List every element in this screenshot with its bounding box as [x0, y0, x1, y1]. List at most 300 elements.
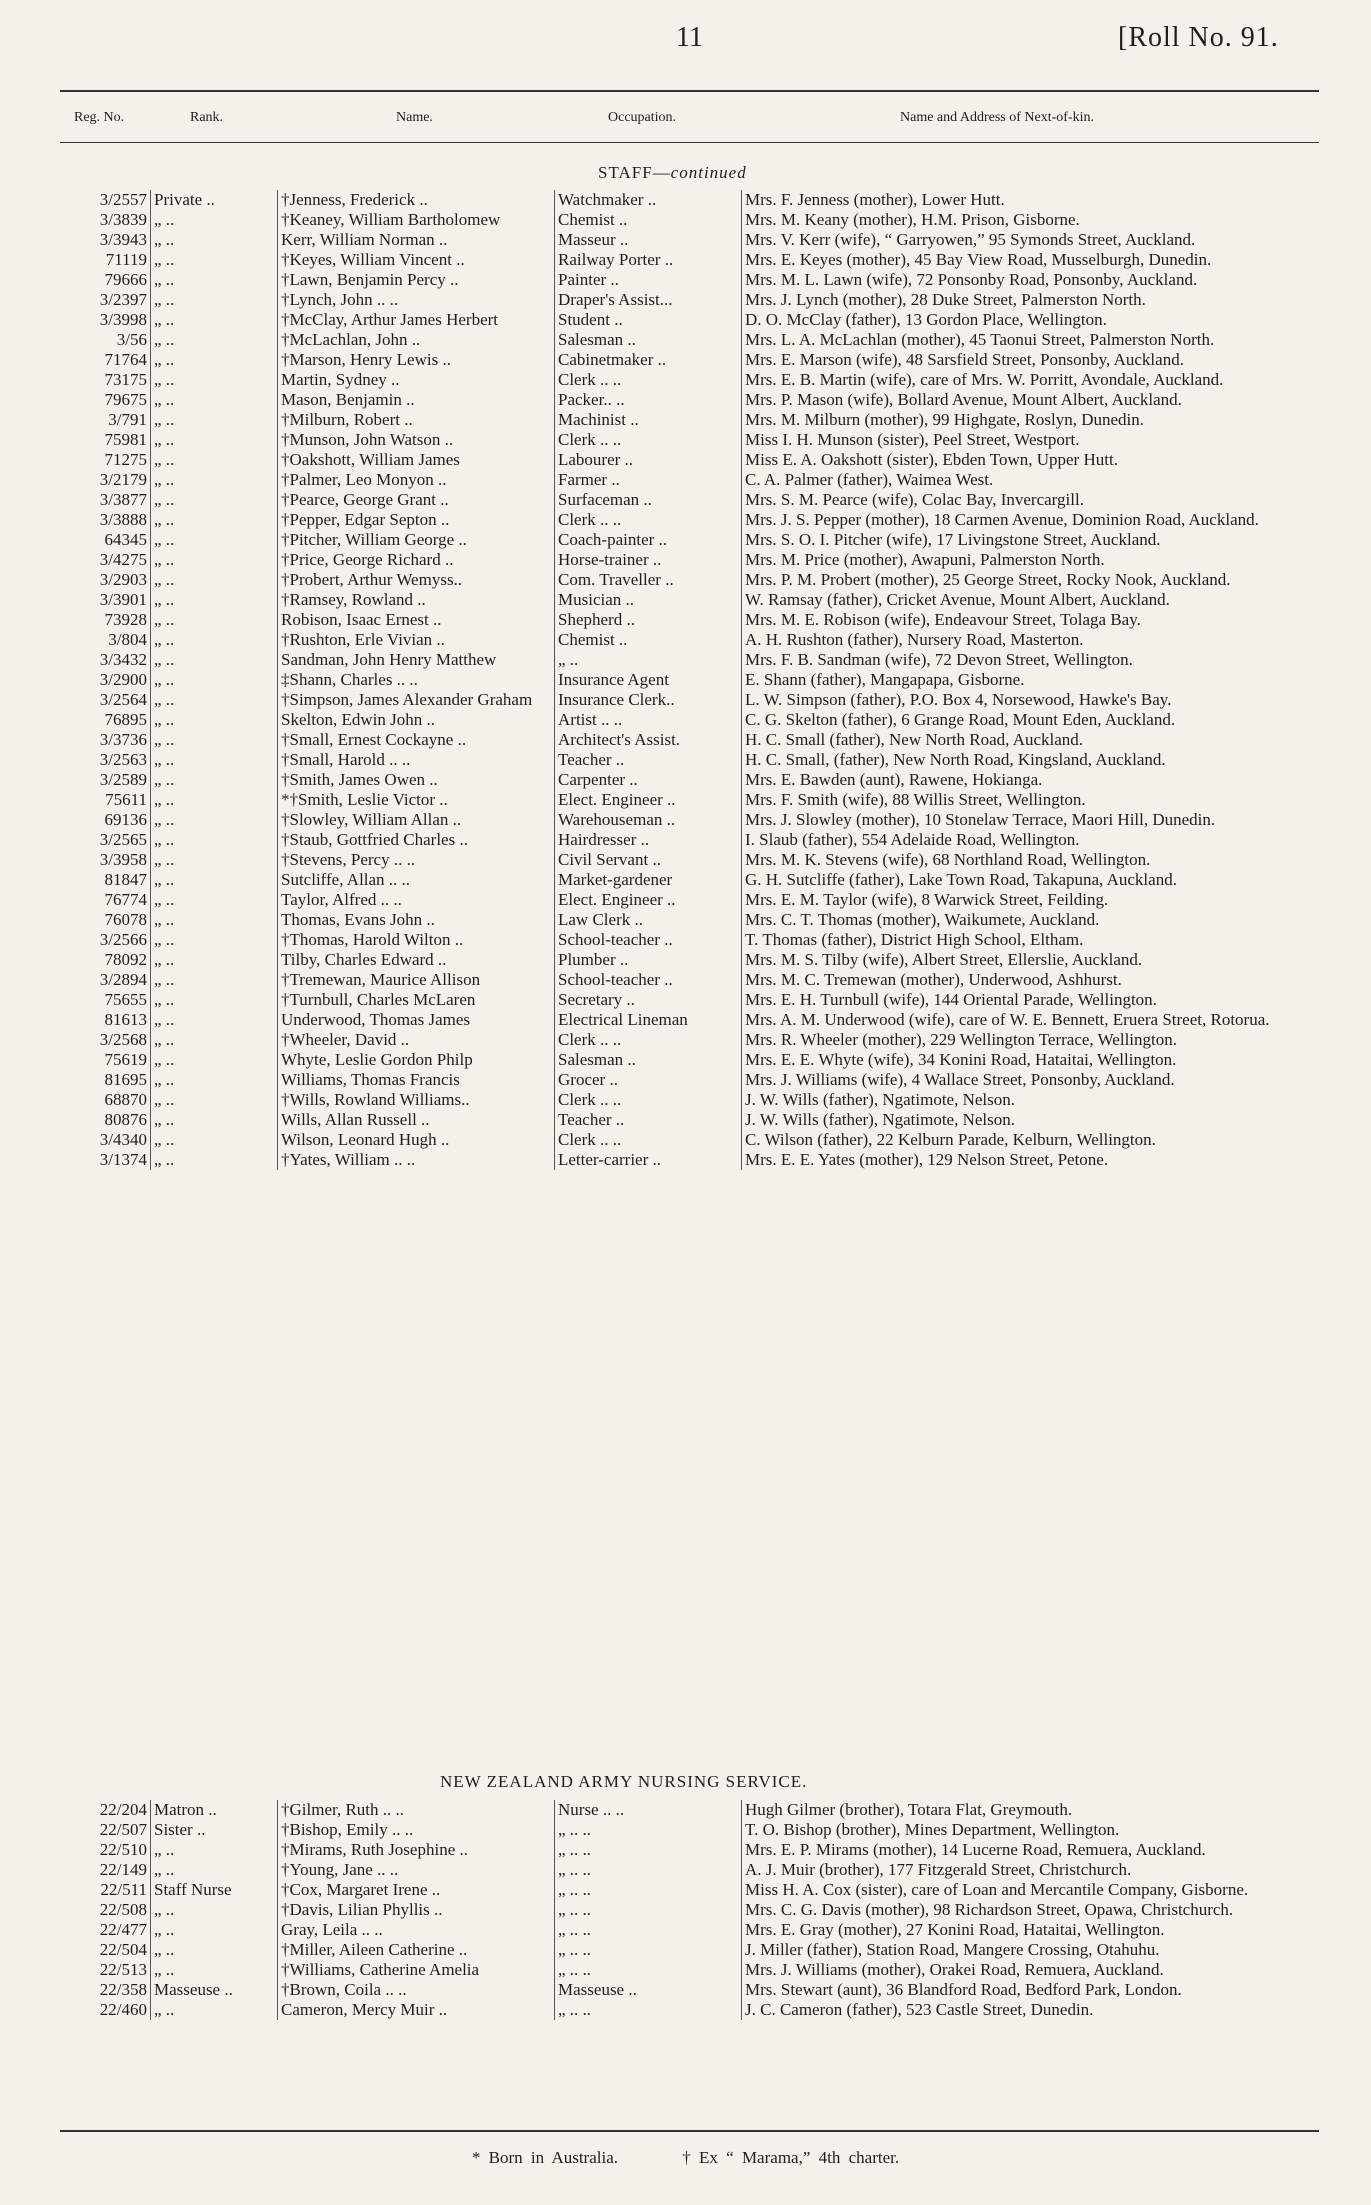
cell-reg-number: 3/2903: [99, 570, 147, 589]
cell-occupation: Salesman ..: [555, 330, 742, 350]
roll-row: [60, 870, 1319, 890]
cell-reg-number: 3/3998: [99, 310, 147, 329]
cell-rank: „ ..: [151, 970, 278, 990]
cell-rank: „ ..: [151, 1010, 278, 1030]
cell-rank: „ ..: [151, 610, 278, 630]
cell-occupation: School-teacher ..: [555, 930, 742, 950]
cell-name: Skelton, Edwin John ..: [278, 710, 555, 730]
cell-next-of-kin: Mrs. P. Mason (wife), Bollard Avenue, Mount Albert, Auckland.: [742, 390, 1320, 410]
roll-row: [60, 430, 1319, 450]
cell-rank: „ ..: [151, 850, 278, 870]
nursing-table: [60, 1800, 1319, 2020]
col-header-kin: Name and Address of Next-of-kin.: [900, 110, 1095, 125]
cell-occupation: „ .. ..: [555, 1880, 742, 1900]
roll-row: [60, 570, 1319, 590]
cell-next-of-kin: H. C. Small (father), New North Road, Auckland.: [742, 730, 1320, 750]
roll-row: [60, 550, 1319, 570]
cell-reg-number: 3/3877: [99, 490, 147, 509]
cell-next-of-kin: Mrs. Stewart (aunt), 36 Blandford Road, Bedford Park, London.: [742, 1980, 1320, 2000]
cell-occupation: Warehouseman ..: [555, 810, 742, 830]
cell-name: †Turnbull, Charles McLaren: [278, 990, 555, 1010]
cell-occupation: Watchmaker ..: [555, 190, 742, 210]
roll-row: [60, 1030, 1319, 1050]
cell-rank: „ ..: [151, 1150, 278, 1170]
roll-row: [60, 2000, 1319, 2020]
roll-row: [60, 510, 1319, 530]
cell-reg-number: 81695: [104, 1070, 147, 1089]
roll-row: [60, 530, 1319, 550]
cell-name: †Cox, Margaret Irene ..: [278, 1880, 555, 1900]
cell-rank: „ ..: [151, 770, 278, 790]
roll-row: [60, 1960, 1319, 1980]
cell-name: †Mirams, Ruth Josephine ..: [278, 1840, 555, 1860]
cell-reg-number: 73928: [104, 610, 147, 629]
cell-occupation: Market-gardener: [555, 870, 742, 890]
cell-rank: „ ..: [151, 470, 278, 490]
cell-next-of-kin: Mrs. M. Keany (mother), H.M. Prison, Gisborne.: [742, 210, 1320, 230]
cell-next-of-kin: Mrs. A. M. Underwood (wife), care of W. E. Bennett, Eruera Street, Rotorua.: [742, 1010, 1320, 1030]
cell-reg-number: 22/149: [99, 1860, 147, 1879]
cell-rank: „ ..: [151, 570, 278, 590]
cell-rank: „ ..: [151, 870, 278, 890]
cell-name: Cameron, Mercy Muir ..: [278, 2000, 555, 2020]
cell-next-of-kin: G. H. Sutcliffe (father), Lake Town Road, Takapuna, Auckland.: [742, 870, 1320, 890]
cell-name: Sutcliffe, Allan .. ..: [278, 870, 555, 890]
cell-next-of-kin: D. O. McClay (father), 13 Gordon Place, Wellington.: [742, 310, 1320, 330]
cell-name: †Wheeler, David ..: [278, 1030, 555, 1050]
roll-row: [60, 990, 1319, 1010]
cell-reg-number: 75655: [104, 990, 147, 1009]
cell-reg-number: 3/3901: [99, 590, 147, 609]
cell-occupation: Labourer ..: [555, 450, 742, 470]
cell-rank: „ ..: [151, 430, 278, 450]
cell-name: †Small, Ernest Cockayne ..: [278, 730, 555, 750]
cell-name: †Small, Harold .. ..: [278, 750, 555, 770]
cell-next-of-kin: L. W. Simpson (father), P.O. Box 4, Norsewood, Hawke's Bay.: [742, 690, 1320, 710]
roll-row: [60, 290, 1319, 310]
cell-occupation: Nurse .. ..: [555, 1800, 742, 1820]
cell-name: †Brown, Coila .. ..: [278, 1980, 555, 2000]
cell-occupation: „ .. ..: [555, 2000, 742, 2020]
cell-rank: „ ..: [151, 330, 278, 350]
roll-row: [60, 750, 1319, 770]
roll-row: [60, 1130, 1319, 1150]
cell-name: †Smith, James Owen ..: [278, 770, 555, 790]
cell-reg-number: 3/2894: [99, 970, 147, 989]
cell-reg-number: 75611: [105, 790, 147, 809]
cell-rank: „ ..: [151, 310, 278, 330]
roll-row: [60, 1800, 1319, 1820]
cell-name: †Young, Jane .. ..: [278, 1860, 555, 1880]
roll-row: [60, 710, 1319, 730]
cell-next-of-kin: Mrs. F. Jenness (mother), Lower Hutt.: [742, 190, 1320, 210]
cell-rank: „ ..: [151, 410, 278, 430]
cell-reg-number: 3/1374: [99, 1150, 147, 1169]
cell-reg-number: 76895: [104, 710, 147, 729]
cell-occupation: Student ..: [555, 310, 742, 330]
cell-occupation: Packer.. ..: [555, 390, 742, 410]
cell-reg-number: 22/460: [99, 2000, 147, 2019]
col-header-occupation: Occupation.: [608, 110, 677, 125]
footnote-ex-marama: † Ex “ Marama,” 4th charter.: [682, 2148, 900, 2167]
cell-reg-number: 76774: [104, 890, 147, 909]
roll-row: [60, 770, 1319, 790]
cell-next-of-kin: Hugh Gilmer (brother), Totara Flat, Greymouth.: [742, 1800, 1320, 1820]
cell-next-of-kin: E. Shann (father), Mangapapa, Gisborne.: [742, 670, 1320, 690]
cell-rank: Masseuse ..: [151, 1980, 278, 2000]
cell-reg-number: 22/358: [99, 1980, 147, 1999]
cell-reg-number: 3/2397: [99, 290, 147, 309]
roll-row: [60, 310, 1319, 330]
cell-next-of-kin: C. Wilson (father), 22 Kelburn Parade, Kelburn, Wellington.: [742, 1130, 1320, 1150]
cell-reg-number: 3/56: [116, 330, 147, 349]
cell-occupation: „ .. ..: [555, 1860, 742, 1880]
cell-next-of-kin: Mrs. M. Price (mother), Awapuni, Palmerston North.: [742, 550, 1320, 570]
cell-reg-number: 64345: [104, 530, 147, 549]
roll-row: [60, 1050, 1319, 1070]
staff-section-title: STAFF—continued: [598, 163, 747, 182]
cell-next-of-kin: Mrs. M. S. Tilby (wife), Albert Street, Ellerslie, Auckland.: [742, 950, 1320, 970]
cell-occupation: „ .. ..: [555, 1840, 742, 1860]
cell-name: †Oakshott, William James: [278, 450, 555, 470]
cell-reg-number: 3/2563: [99, 750, 147, 769]
cell-rank: „ ..: [151, 350, 278, 370]
cell-occupation: „ ..: [555, 650, 742, 670]
roll-row: [60, 1860, 1319, 1880]
cell-name: †Rushton, Erle Vivian ..: [278, 630, 555, 650]
roll-row: [60, 250, 1319, 270]
cell-name: Kerr, William Norman ..: [278, 230, 555, 250]
cell-next-of-kin: Mrs. V. Kerr (wife), “ Garryowen,” 95 Symonds Street, Auckland.: [742, 230, 1320, 250]
cell-name: †Ramsey, Rowland ..: [278, 590, 555, 610]
roll-row: [60, 1010, 1319, 1030]
cell-rank: „ ..: [151, 950, 278, 970]
cell-reg-number: 3/2564: [99, 690, 147, 709]
cell-reg-number: 75619: [104, 1050, 147, 1069]
cell-reg-number: 3/3736: [99, 730, 147, 749]
col-header-name: Name.: [396, 110, 433, 125]
cell-reg-number: 73175: [104, 370, 147, 389]
cell-rank: „ ..: [151, 1920, 278, 1940]
cell-next-of-kin: C. G. Skelton (father), 6 Grange Road, Mount Eden, Auckland.: [742, 710, 1320, 730]
cell-occupation: Masseur ..: [555, 230, 742, 250]
cell-name: †Simpson, James Alexander Graham: [278, 690, 555, 710]
cell-occupation: Law Clerk ..: [555, 910, 742, 930]
cell-name: Tilby, Charles Edward ..: [278, 950, 555, 970]
cell-reg-number: 22/510: [99, 1840, 147, 1859]
cell-next-of-kin: T. Thomas (father), District High School, Eltham.: [742, 930, 1320, 950]
cell-next-of-kin: T. O. Bishop (brother), Mines Department, Wellington.: [742, 1820, 1320, 1840]
cell-reg-number: 3/3432: [99, 650, 147, 669]
cell-occupation: Clerk .. ..: [555, 1090, 742, 1110]
cell-next-of-kin: Mrs. R. Wheeler (mother), 229 Wellington Terrace, Wellington.: [742, 1030, 1320, 1050]
cell-rank: „ ..: [151, 790, 278, 810]
cell-occupation: Letter-carrier ..: [555, 1150, 742, 1170]
roll-row: [60, 810, 1319, 830]
cell-reg-number: 80876: [104, 1110, 147, 1129]
cell-next-of-kin: Mrs. M. K. Stevens (wife), 68 Northland Road, Wellington.: [742, 850, 1320, 870]
cell-next-of-kin: Mrs. J. Lynch (mother), 28 Duke Street, Palmerston North.: [742, 290, 1320, 310]
cell-occupation: Insurance Clerk..: [555, 690, 742, 710]
cell-name: *†Smith, Leslie Victor ..: [278, 790, 555, 810]
cell-occupation: Plumber ..: [555, 950, 742, 970]
cell-occupation: Surfaceman ..: [555, 490, 742, 510]
cell-name: †Stevens, Percy .. ..: [278, 850, 555, 870]
cell-reg-number: 3/791: [108, 410, 147, 429]
cell-rank: „ ..: [151, 370, 278, 390]
cell-occupation: Cabinetmaker ..: [555, 350, 742, 370]
cell-next-of-kin: Mrs. E. H. Turnbull (wife), 144 Oriental Parade, Wellington.: [742, 990, 1320, 1010]
header-rule-bottom: [60, 142, 1319, 143]
cell-name: Martin, Sydney ..: [278, 370, 555, 390]
cell-occupation: „ .. ..: [555, 1940, 742, 1960]
cell-next-of-kin: Mrs. M. Milburn (mother), 99 Highgate, Roslyn, Dunedin.: [742, 410, 1320, 430]
roll-row: [60, 1980, 1319, 2000]
cell-next-of-kin: Mrs. E. P. Mirams (mother), 14 Lucerne Road, Remuera, Auckland.: [742, 1840, 1320, 1860]
cell-next-of-kin: Mrs. L. A. McLachlan (mother), 45 Taonui Street, Palmerston North.: [742, 330, 1320, 350]
roll-row: [60, 690, 1319, 710]
cell-occupation: Clerk .. ..: [555, 430, 742, 450]
cell-reg-number: 3/2589: [99, 770, 147, 789]
roll-row: [60, 590, 1319, 610]
cell-name: Mason, Benjamin ..: [278, 390, 555, 410]
cell-rank: „ ..: [151, 550, 278, 570]
cell-name: †Milburn, Robert ..: [278, 410, 555, 430]
cell-name: Wills, Allan Russell ..: [278, 1110, 555, 1130]
cell-name: †Pearce, George Grant ..: [278, 490, 555, 510]
cell-reg-number: 75981: [104, 430, 147, 449]
roll-row: [60, 890, 1319, 910]
cell-next-of-kin: Miss H. A. Cox (sister), care of Loan and Mercantile Company, Gisborne.: [742, 1880, 1320, 1900]
cell-rank: „ ..: [151, 990, 278, 1010]
roll-row: [60, 610, 1319, 630]
cell-rank: „ ..: [151, 450, 278, 470]
cell-name: Thomas, Evans John ..: [278, 910, 555, 930]
cell-occupation: Shepherd ..: [555, 610, 742, 630]
roll-row: [60, 350, 1319, 370]
cell-name: †Thomas, Harold Wilton ..: [278, 930, 555, 950]
cell-name: †McLachlan, John ..: [278, 330, 555, 350]
cell-occupation: Teacher ..: [555, 1110, 742, 1130]
cell-reg-number: 3/3839: [99, 210, 147, 229]
cell-occupation: Clerk .. ..: [555, 1130, 742, 1150]
cell-next-of-kin: Mrs. J. Williams (mother), Orakei Road, Remuera, Auckland.: [742, 1960, 1320, 1980]
roll-row: [60, 970, 1319, 990]
cell-rank: „ ..: [151, 230, 278, 250]
roll-row: [60, 1940, 1319, 1960]
cell-next-of-kin: Mrs. E. B. Martin (wife), care of Mrs. W. Porritt, Avondale, Auckland.: [742, 370, 1320, 390]
roll-row: [60, 1070, 1319, 1090]
cell-rank: „ ..: [151, 1110, 278, 1130]
cell-next-of-kin: Mrs. F. B. Sandman (wife), 72 Devon Street, Wellington.: [742, 650, 1320, 670]
cell-next-of-kin: Mrs. E. Marson (wife), 48 Sarsfield Street, Ponsonby, Auckland.: [742, 350, 1320, 370]
cell-reg-number: 3/2900: [99, 670, 147, 689]
cell-occupation: Chemist ..: [555, 630, 742, 650]
cell-name: Gray, Leila .. ..: [278, 1920, 555, 1940]
cell-reg-number: 22/477: [99, 1920, 147, 1939]
cell-occupation: Hairdresser ..: [555, 830, 742, 850]
cell-reg-number: 3/2179: [99, 470, 147, 489]
cell-occupation: Elect. Engineer ..: [555, 790, 742, 810]
cell-rank: „ ..: [151, 1860, 278, 1880]
roll-row: [60, 410, 1319, 430]
cell-rank: „ ..: [151, 1960, 278, 1980]
cell-rank: „ ..: [151, 670, 278, 690]
cell-occupation: „ .. ..: [555, 1960, 742, 1980]
roll-row: [60, 390, 1319, 410]
cell-rank: „ ..: [151, 270, 278, 290]
roll-row: [60, 230, 1319, 250]
cell-next-of-kin: J. W. Wills (father), Ngatimote, Nelson.: [742, 1090, 1320, 1110]
header-rule-top: [60, 90, 1319, 92]
cell-name: Whyte, Leslie Gordon Philp: [278, 1050, 555, 1070]
cell-next-of-kin: Mrs. M. L. Lawn (wife), 72 Ponsonby Road, Ponsonby, Auckland.: [742, 270, 1320, 290]
cell-reg-number: 3/4275: [99, 550, 147, 569]
cell-rank: „ ..: [151, 830, 278, 850]
cell-next-of-kin: Mrs. M. C. Tremewan (mother), Underwood, Ashhurst.: [742, 970, 1320, 990]
cell-reg-number: 71119: [105, 250, 147, 269]
cell-occupation: Masseuse ..: [555, 1980, 742, 2000]
cell-rank: „ ..: [151, 710, 278, 730]
cell-occupation: Horse-trainer ..: [555, 550, 742, 570]
cell-occupation: „ .. ..: [555, 1820, 742, 1840]
cell-name: †Davis, Lilian Phyllis ..: [278, 1900, 555, 1920]
cell-occupation: „ .. ..: [555, 1920, 742, 1940]
cell-rank: „ ..: [151, 910, 278, 930]
cell-rank: „ ..: [151, 210, 278, 230]
cell-reg-number: 81613: [104, 1010, 147, 1029]
cell-name: †Slowley, William Allan ..: [278, 810, 555, 830]
cell-occupation: Electrical Lineman: [555, 1010, 742, 1030]
cell-name: †Staub, Gottfried Charles ..: [278, 830, 555, 850]
cell-occupation: Chemist ..: [555, 210, 742, 230]
cell-next-of-kin: Mrs. E. M. Taylor (wife), 8 Warwick Street, Feilding.: [742, 890, 1320, 910]
cell-name: Sandman, John Henry Matthew: [278, 650, 555, 670]
cell-reg-number: 3/4340: [99, 1130, 147, 1149]
cell-reg-number: 3/2557: [99, 190, 147, 209]
roll-row: [60, 210, 1319, 230]
cell-reg-number: 71764: [104, 350, 147, 369]
cell-rank: „ ..: [151, 1050, 278, 1070]
roll-row: [60, 650, 1319, 670]
cell-reg-number: 76078: [104, 910, 147, 929]
cell-name: Robison, Isaac Ernest ..: [278, 610, 555, 630]
cell-name: †Keyes, William Vincent ..: [278, 250, 555, 270]
cell-occupation: „ .. ..: [555, 1900, 742, 1920]
cell-occupation: Clerk .. ..: [555, 1030, 742, 1050]
roll-row: [60, 910, 1319, 930]
cell-reg-number: 71275: [104, 450, 147, 469]
cell-name: †Williams, Catherine Amelia: [278, 1960, 555, 1980]
col-header-reg: Reg. No.: [74, 110, 125, 125]
cell-occupation: Grocer ..: [555, 1070, 742, 1090]
cell-rank: „ ..: [151, 1940, 278, 1960]
cell-rank: „ ..: [151, 750, 278, 770]
cell-rank: „ ..: [151, 1130, 278, 1150]
cell-next-of-kin: Miss I. H. Munson (sister), Peel Street, Westport.: [742, 430, 1320, 450]
cell-next-of-kin: A. H. Rushton (father), Nursery Road, Masterton.: [742, 630, 1320, 650]
cell-next-of-kin: Mrs. E. E. Whyte (wife), 34 Konini Road, Hataitai, Wellington.: [742, 1050, 1320, 1070]
cell-name: Taylor, Alfred .. ..: [278, 890, 555, 910]
cell-reg-number: 79666: [104, 270, 147, 289]
cell-rank: Sister ..: [151, 1820, 278, 1840]
cell-rank: „ ..: [151, 690, 278, 710]
cell-name: Williams, Thomas Francis: [278, 1070, 555, 1090]
cell-reg-number: 3/2565: [99, 830, 147, 849]
col-header-rank: Rank.: [190, 110, 224, 125]
cell-name: †Gilmer, Ruth .. ..: [278, 1800, 555, 1820]
cell-reg-number: 79675: [104, 390, 147, 409]
roll-row: [60, 1880, 1319, 1900]
cell-name: ‡Shann, Charles .. ..: [278, 670, 555, 690]
cell-rank: „ ..: [151, 930, 278, 950]
cell-rank: „ ..: [151, 530, 278, 550]
cell-rank: „ ..: [151, 490, 278, 510]
roll-row: [60, 450, 1319, 470]
roll-row: [60, 1150, 1319, 1170]
cell-name: †Jenness, Frederick ..: [278, 190, 555, 210]
cell-rank: „ ..: [151, 590, 278, 610]
cell-occupation: Com. Traveller ..: [555, 570, 742, 590]
page-number: 11: [676, 22, 703, 53]
cell-occupation: Teacher ..: [555, 750, 742, 770]
roll-row: [60, 470, 1319, 490]
cell-occupation: Clerk .. ..: [555, 370, 742, 390]
roll-row: [60, 950, 1319, 970]
roll-row: [60, 1110, 1319, 1130]
cell-occupation: Painter ..: [555, 270, 742, 290]
cell-name: †Palmer, Leo Monyon ..: [278, 470, 555, 490]
cell-occupation: Salesman ..: [555, 1050, 742, 1070]
cell-reg-number: 22/204: [99, 1800, 147, 1819]
cell-reg-number: 68870: [104, 1090, 147, 1109]
cell-next-of-kin: J. C. Cameron (father), 523 Castle Street, Dunedin.: [742, 2000, 1320, 2020]
cell-next-of-kin: Mrs. E. Bawden (aunt), Rawene, Hokianga.: [742, 770, 1320, 790]
cell-occupation: Elect. Engineer ..: [555, 890, 742, 910]
roll-row: [60, 490, 1319, 510]
cell-next-of-kin: Mrs. E. E. Yates (mother), 129 Nelson Street, Petone.: [742, 1150, 1320, 1170]
cell-rank: „ ..: [151, 890, 278, 910]
cell-next-of-kin: H. C. Small, (father), New North Road, Kingsland, Auckland.: [742, 750, 1320, 770]
cell-name: †Munson, John Watson ..: [278, 430, 555, 450]
roll-number: [Roll No. 91.: [1118, 22, 1279, 53]
cell-rank: „ ..: [151, 630, 278, 650]
cell-rank: „ ..: [151, 510, 278, 530]
roll-row: [60, 1920, 1319, 1940]
cell-rank: „ ..: [151, 2000, 278, 2020]
cell-occupation: Secretary ..: [555, 990, 742, 1010]
cell-occupation: Civil Servant ..: [555, 850, 742, 870]
cell-reg-number: 3/3943: [99, 230, 147, 249]
cell-reg-number: 22/513: [99, 1960, 147, 1979]
roll-row: [60, 1840, 1319, 1860]
cell-occupation: Insurance Agent: [555, 670, 742, 690]
roll-row: [60, 1900, 1319, 1920]
cell-name: †Bishop, Emily .. ..: [278, 1820, 555, 1840]
cell-reg-number: 78092: [104, 950, 147, 969]
cell-rank: „ ..: [151, 1030, 278, 1050]
cell-name: Wilson, Leonard Hugh ..: [278, 1130, 555, 1150]
cell-name: †Lawn, Benjamin Percy ..: [278, 270, 555, 290]
cell-occupation: Artist .. ..: [555, 710, 742, 730]
cell-next-of-kin: Mrs. P. M. Probert (mother), 25 George Street, Rocky Nook, Auckland.: [742, 570, 1320, 590]
cell-occupation: Coach-painter ..: [555, 530, 742, 550]
roll-row: [60, 270, 1319, 290]
roll-row: [60, 1090, 1319, 1110]
cell-name: †Tremewan, Maurice Allison: [278, 970, 555, 990]
roll-row: [60, 730, 1319, 750]
cell-rank: „ ..: [151, 810, 278, 830]
